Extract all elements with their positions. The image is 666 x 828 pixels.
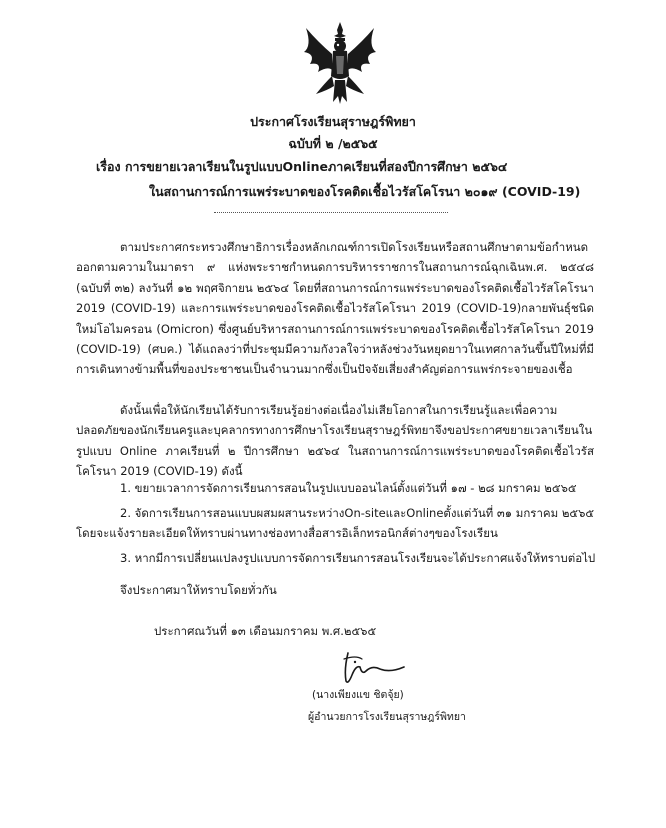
list-item-3: 3. หากมีการเปลี่ยนแปลงรูปแบบการจัดการเรียนการสอนโรงเรียนจะได้ประกาศแจ้งให้ทราบต่อไป [120,551,596,565]
signer-position: ผู้อำนวยการโรงเรียนสุราษฎร์พิทยา [308,711,466,723]
signer-name: (นางเพียงแข ชิตจุ้ย) [312,689,404,701]
handwritten-signature [326,645,410,689]
garuda-emblem-icon [302,20,378,106]
subject-line-2: ในสถานการณ์การแพร่ระบาดของโรคติดเชื้อไวรัสโคโรนา ๒๐๑๙ (COVID-19) [149,184,581,199]
dotted-divider [214,212,448,213]
announcement-number: ฉบับที่ ๒ /๒๕๖๕ [288,136,378,151]
list-item-2: 2. จัดการเรียนการสอนแบบผสมผสานระหว่างOn-siteและOnlineตั้งแต่วันที่ ๓๑ มกราคม ๒๕๖๕ [120,506,595,520]
announcement-date: ประกาศณวันที่ ๑๓ เดือนมกราคม พ.ศ.๒๕๖๕ [154,624,377,638]
list-item-2-continuation: โดยจะแจ้งรายละเอียดให้ทราบผ่านทางช่องทางสื่อสารอิเล็กทรอนิกส์ต่างๆของโรงเรียน [76,526,498,540]
announcement-title: ประกาศโรงเรียนสุราษฎร์พิทยา [250,114,416,129]
subject-line-1: เรื่อง การขยายเวลาเรียนในรูปแบบOnlineภาคเรียนที่สองปีการศึกษา ๒๕๖๔ [96,159,508,174]
list-item-1: 1. ขยายเวลาการจัดการเรียนการสอนในรูปแบบออนไลน์ตั้งแต่วันที่ ๑๗ - ๒๘ มกราคม ๒๕๖๕ [120,481,577,495]
closing-notice: จึงประกาศมาให้ทราบโดยทั่วกัน [120,583,277,597]
body-paragraph-2: ดังนั้นเพื่อให้นักเรียนได้รับการเรียนรู้อย่างต่อเนื่องไม่เสียโอกาสในการเรียนรู้และเพื่อความปลอดภัยของนักเรียนครูและบุคลากรทางการศึกษาโรงเรียนสุราษฎร์พิทยาจึงขอประกาศขยายเวลาเรียนในรูปแบบ Online ภาคเรียนที่ ๒ ปีการศึกษา ๒๕๖๔ ในสถานการณ์การแพร่ระบาดของโรคติดเชื้อไวรัสโคโรนา 2019 (COVID-19) ดังนี้ [76,403,594,479]
body-paragraph-1: ตามประกาศกระทรวงศึกษาธิการเรื่องหลักเกณฑ์การเปิดโรงเรียนหรือสถานศึกษาตามข้อกำหนด ออกตามความในมาตรา ๙ แห่งพระราชกำหนดการบริหารราชการในสถานการณ์ฉุกเฉินพ.ศ. ๒๕๔๘ (ฉบับที่ ๓๒) ลงวันที่ ๑๒ พฤศจิกายน ๒๕๖๔ โดยที่สถานการณ์การแพร่ระบาดของโรคติดเชื้อไวรัสโคโรนา 2019 (COVID-19) และการแพร่ระบาดของโรคติดเชื้อไวรัสโคโรนา 2019 (COVID-19)กลายพันธุ์ชนิดใหม่โอไมครอน (Omicron) ซึ่งศูนย์บริหารสถานการณ์การแพร่ระบาดของโรคติดเชื้อไวรัสโคโรนา 2019 (COVID-19) (ศบค.) ได้แถลงว่าที่ประชุมมีความกังวลใจว่าหลังช่วงวันหยุดยาวในเทศกาลวันขึ้นปีใหม่ที่มีการเดินทางข้ามพื้นที่ของประชาชนเป็นจำนวนมากซึ่งเป็นปัจจัยเสี่ยงสำคัญต่อการแพร่กระจายของเชื้อ [76,240,594,377]
